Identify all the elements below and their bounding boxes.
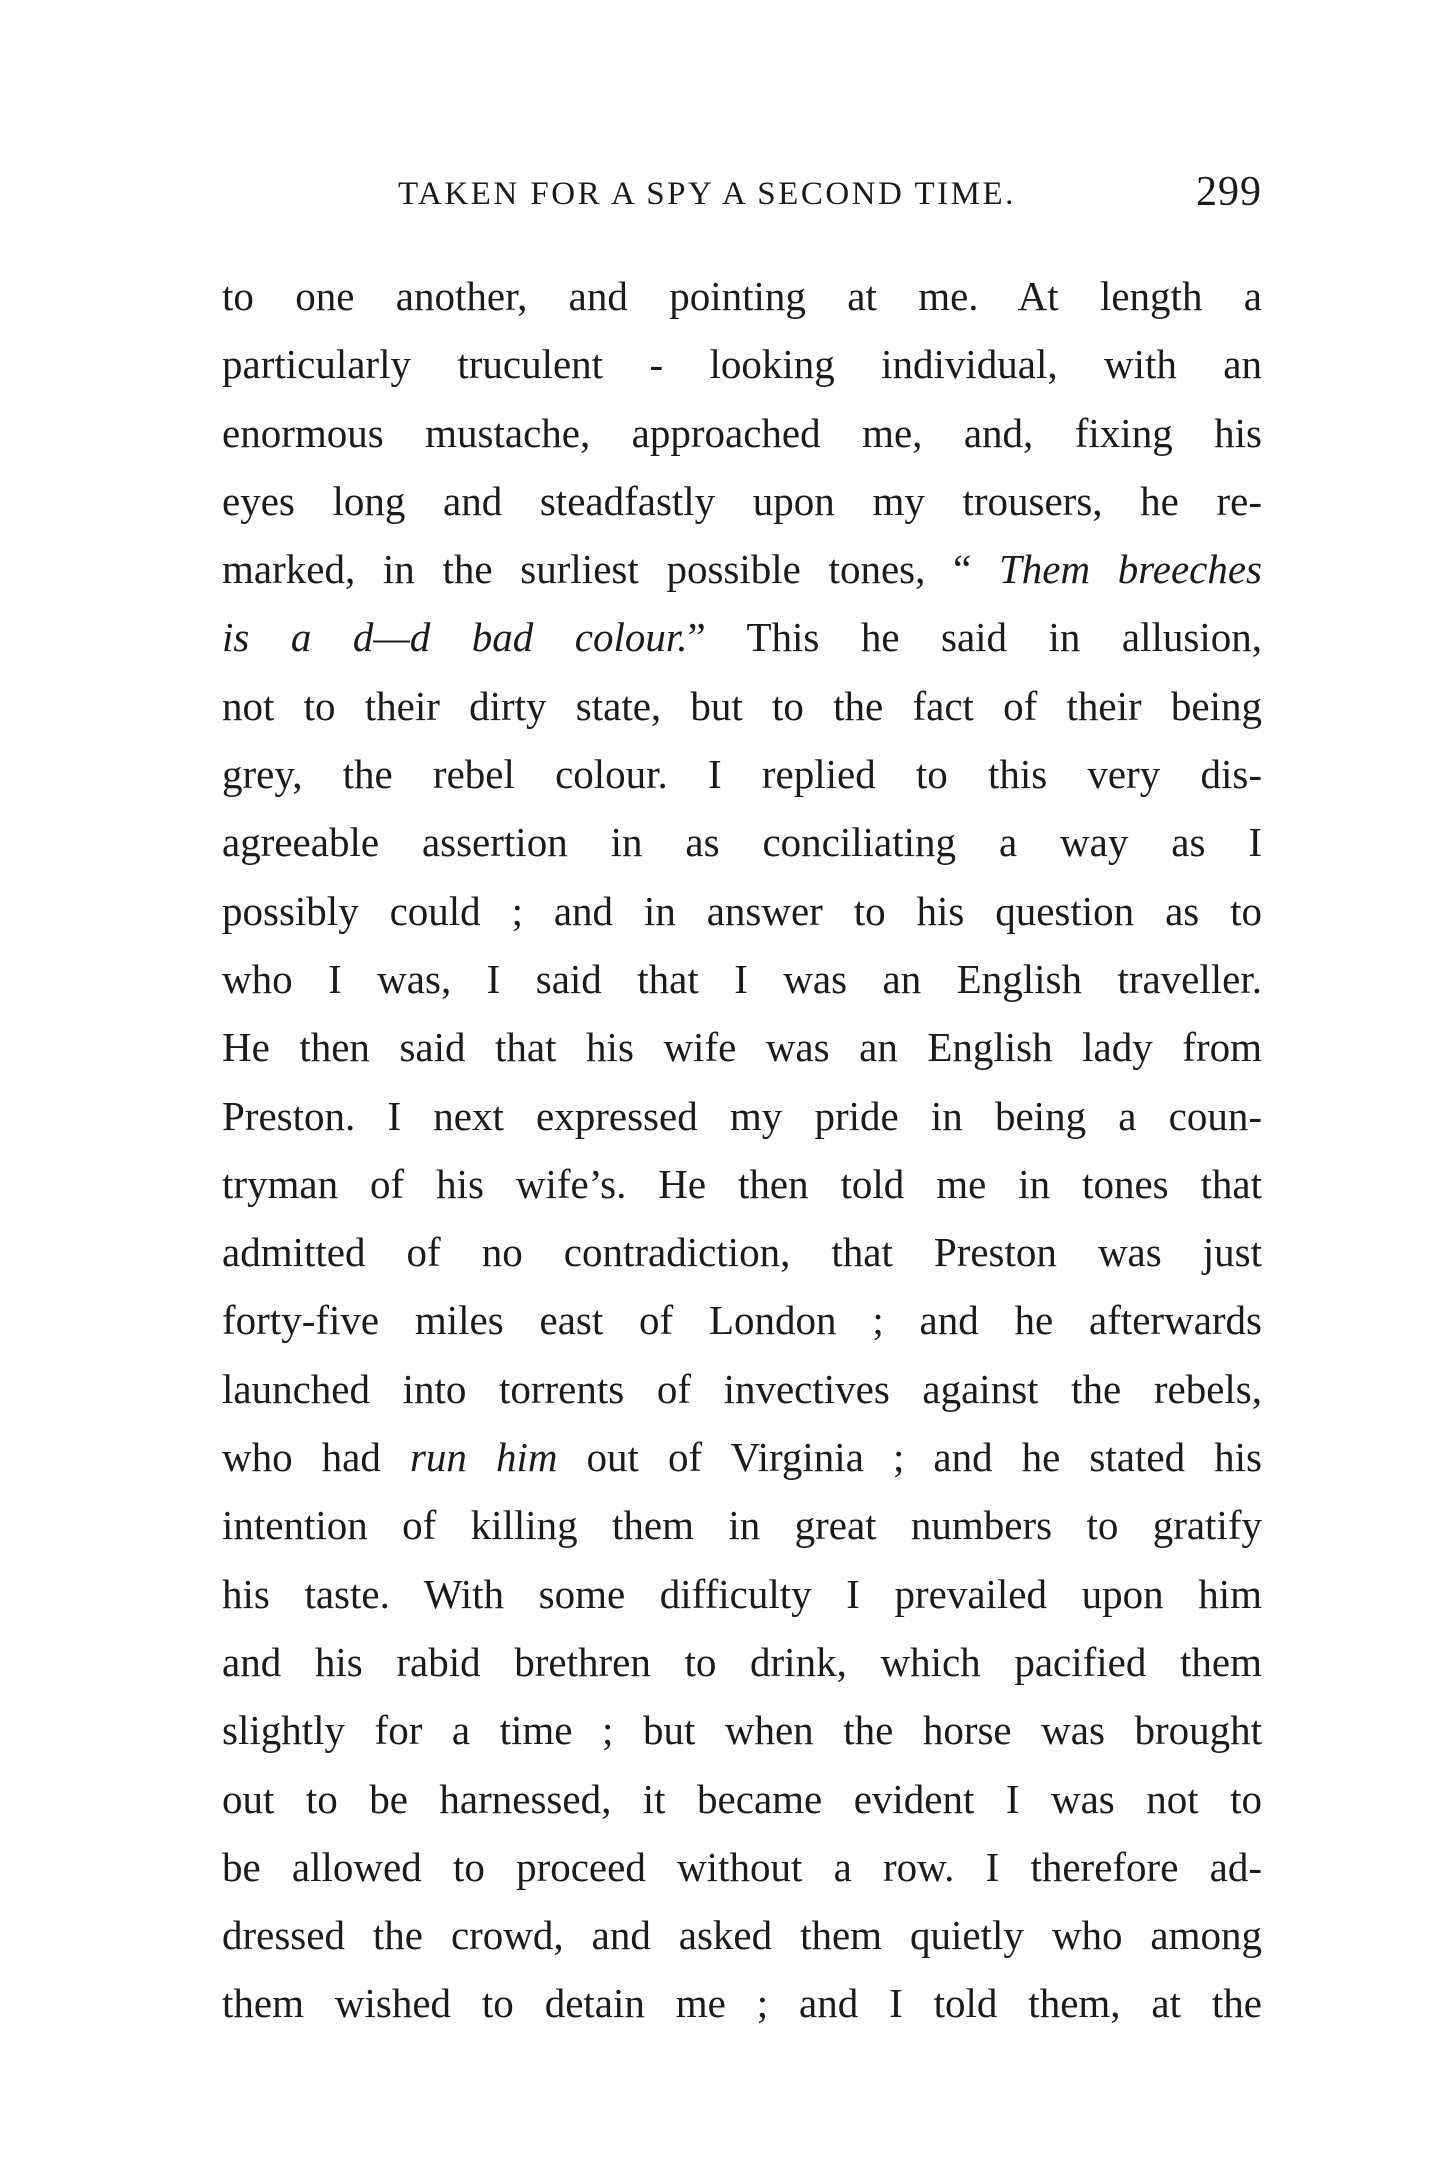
- page-number: 299: [1196, 169, 1262, 215]
- italic-text: run him: [409, 1434, 558, 1481]
- text-line: [222, 262, 1262, 330]
- text-line: [222, 1560, 1262, 1628]
- text-line: [222, 1423, 1262, 1491]
- text-line: [222, 1696, 1262, 1764]
- text-run: possibly could ; and in answer to his question as to: [222, 887, 1262, 934]
- text-run: and his rabid brethren to drink, which pacified them: [222, 1638, 1262, 1685]
- text-run: eyes long and steadfastly upon my trousers, he re-: [222, 477, 1262, 524]
- text-run: Preston. I next expressed my pride in being a coun-: [222, 1092, 1262, 1139]
- text-line: [222, 877, 1262, 945]
- text-line: [222, 672, 1262, 740]
- text-line: [222, 945, 1262, 1013]
- text-line: [222, 1833, 1262, 1901]
- text-run: forty-five miles east of London ; and he afterwards: [222, 1297, 1262, 1344]
- text-line: [222, 467, 1262, 535]
- text-run: out of Virginia ; and he stated his: [557, 1434, 1262, 1481]
- text-line: [222, 330, 1262, 398]
- text-line: [222, 740, 1262, 808]
- text-run: ” This he said in allusion,: [687, 614, 1262, 661]
- text-run: slightly for a time ; but when the horse was brought: [222, 1707, 1262, 1754]
- text-run: who I was, I said that I was an English traveller.: [222, 955, 1262, 1002]
- italic-text: is a d—d bad colour.: [222, 614, 688, 661]
- running-title: TAKEN FOR A SPY A SECOND TIME.: [398, 176, 1016, 212]
- text-line: [222, 1628, 1262, 1696]
- text-line: [222, 1286, 1262, 1354]
- text-run: grey, the rebel colour. I replied to this very dis-: [222, 751, 1262, 798]
- text-line: [222, 1013, 1262, 1081]
- text-run: who had: [222, 1434, 410, 1481]
- text-run: agreeable assertion in as conciliating a way as I: [222, 819, 1262, 866]
- text-line: [222, 1901, 1262, 1969]
- italic-text: Them breeches: [998, 546, 1262, 593]
- text-run: particularly truculent - looking individual, with an: [222, 341, 1262, 388]
- text-line: [222, 603, 1262, 671]
- text-run: enormous mustache, approached me, and, fixing his: [222, 409, 1262, 456]
- text-line: [222, 1969, 1262, 2037]
- text-line: [222, 535, 1262, 603]
- text-line: [222, 1355, 1262, 1423]
- text-line: [222, 808, 1262, 876]
- text-run: launched into torrents of invectives against the rebels,: [222, 1365, 1262, 1412]
- text-line: [222, 1150, 1262, 1218]
- body-text: [222, 262, 1262, 2038]
- text-run: his taste. With some difficulty I prevailed upon him: [222, 1570, 1262, 1617]
- text-run: tryman of his wife’s. He then told me in tones that: [222, 1160, 1262, 1207]
- text-run: them wished to detain me ; and I told them, at the: [222, 1980, 1262, 2027]
- text-run: intention of killing them in great numbers to gratify: [222, 1502, 1262, 1549]
- text-run: out to be harnessed, it became evident I was not to: [222, 1775, 1262, 1822]
- text-run: marked, in the surliest possible tones, “: [222, 546, 999, 593]
- text-run: to one another, and pointing at me. At length a: [222, 273, 1262, 319]
- text-run: be allowed to proceed without a row. I therefore ad-: [222, 1843, 1262, 1890]
- text-run: He then said that his wife was an English lady from: [222, 1024, 1262, 1071]
- text-run: dressed the crowd, and asked them quietly who among: [222, 1912, 1262, 1959]
- text-line: [222, 1765, 1262, 1833]
- text-run: not to their dirty state, but to the fact of their being: [222, 682, 1262, 729]
- text-line: [222, 1218, 1262, 1286]
- text-line: [222, 1491, 1262, 1559]
- text-line: [222, 399, 1262, 467]
- text-run: admitted of no contradiction, that Preston was just: [222, 1229, 1262, 1276]
- running-head: [222, 168, 1262, 228]
- text-line: [222, 1082, 1262, 1150]
